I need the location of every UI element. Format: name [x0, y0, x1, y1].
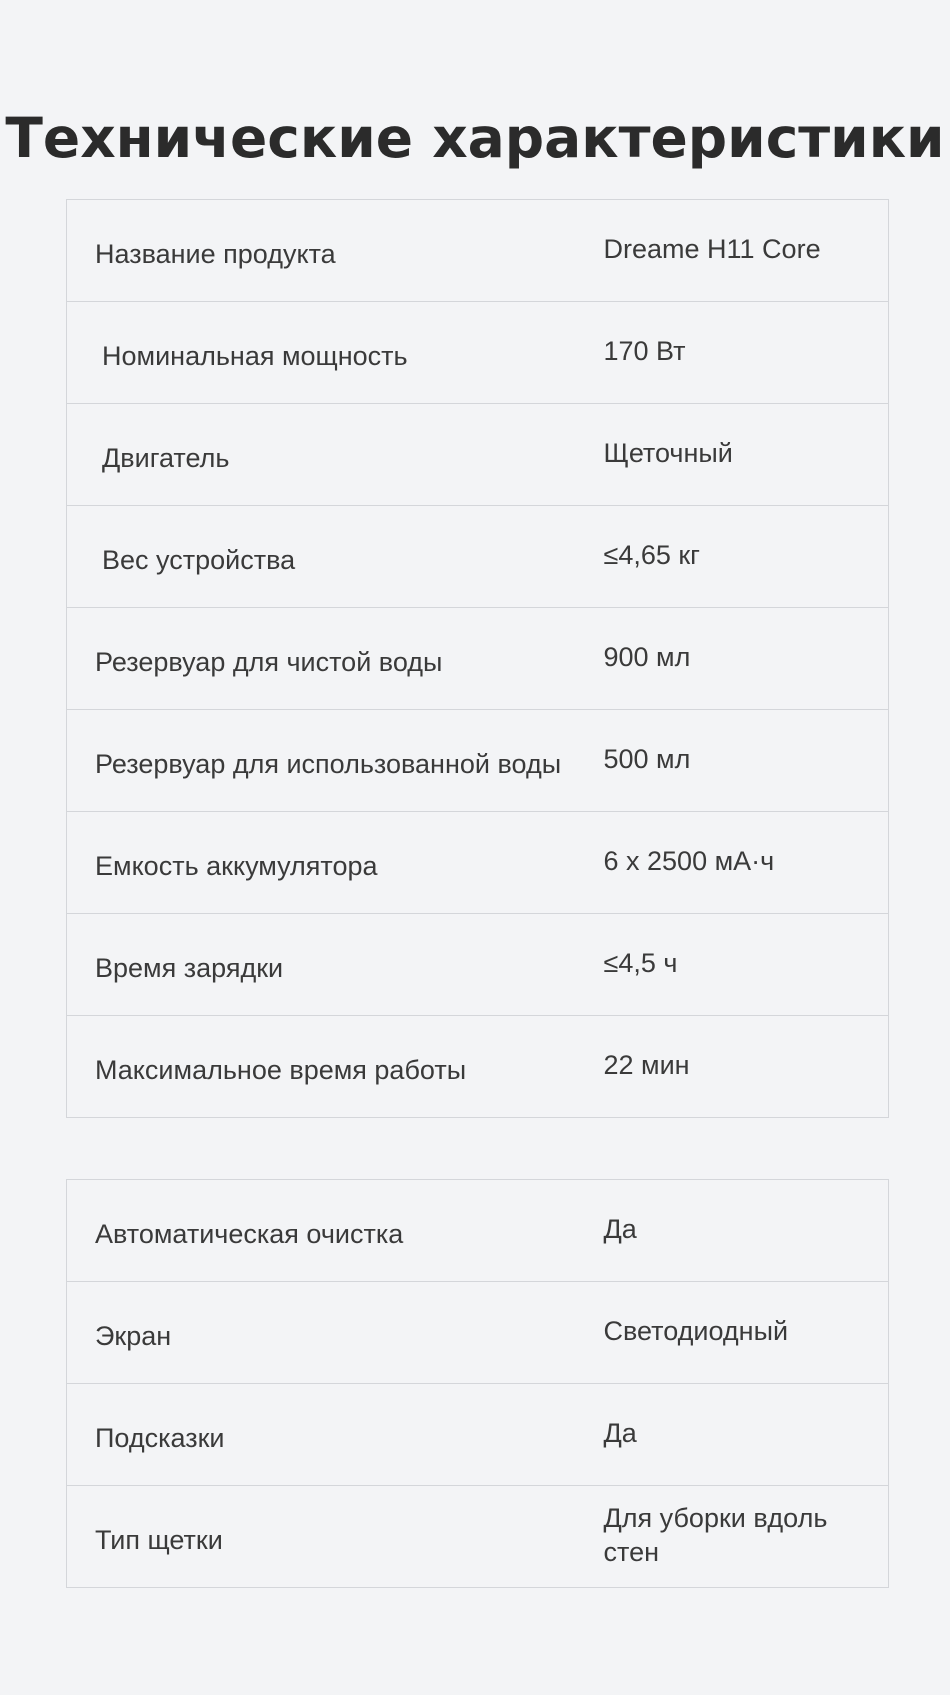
spec-value: 900 мл [604, 608, 889, 710]
extra-spec-table [66, 1179, 889, 1588]
spec-value: Светодиодный [604, 1282, 889, 1384]
spec-label: Тип щетки [67, 1486, 604, 1588]
page-title: Технические характеристики [5, 106, 945, 170]
spec-label: Экран [67, 1282, 604, 1384]
spec-value: 22 мин [604, 1016, 889, 1118]
main-spec-table [66, 199, 889, 1118]
table-row [67, 1486, 889, 1588]
spec-label: Максимальное время работы [67, 1016, 604, 1118]
spec-value: 170 Вт [604, 302, 889, 404]
spec-label: Номинальная мощность [67, 302, 604, 404]
table-row [67, 1016, 889, 1118]
table-row [67, 812, 889, 914]
spec-label: Вес устройства [67, 506, 604, 608]
spec-value: Для уборки вдоль стен [604, 1486, 889, 1588]
table-row [67, 710, 889, 812]
table-row [67, 1384, 889, 1486]
spec-label: Емкость аккумулятора [67, 812, 604, 914]
table-row [67, 200, 889, 302]
table-row [67, 506, 889, 608]
spec-value: 6 x 2500 мА·ч [604, 812, 889, 914]
spec-label: Резервуар для чистой воды [67, 608, 604, 710]
table-row [67, 302, 889, 404]
table-row [67, 1180, 889, 1282]
spec-value: Да [604, 1384, 889, 1486]
spec-value: ≤4,5 ч [604, 914, 889, 1016]
table-row [67, 608, 889, 710]
spec-label: Резервуар для использованной воды [67, 710, 604, 812]
table-row [67, 1282, 889, 1384]
spec-label: Название продукта [67, 200, 604, 302]
spec-value: Dreame H11 Core [604, 200, 889, 302]
spec-label: Автоматическая очистка [67, 1180, 604, 1282]
table-row [67, 404, 889, 506]
spec-label: Время зарядки [67, 914, 604, 1016]
spec-value: Щеточный [604, 404, 889, 506]
spec-label: Подсказки [67, 1384, 604, 1486]
spec-value: Да [604, 1180, 889, 1282]
table-row [67, 914, 889, 1016]
spec-value: ≤4,65 кг [604, 506, 889, 608]
spec-value: 500 мл [604, 710, 889, 812]
spec-label: Двигатель [67, 404, 604, 506]
